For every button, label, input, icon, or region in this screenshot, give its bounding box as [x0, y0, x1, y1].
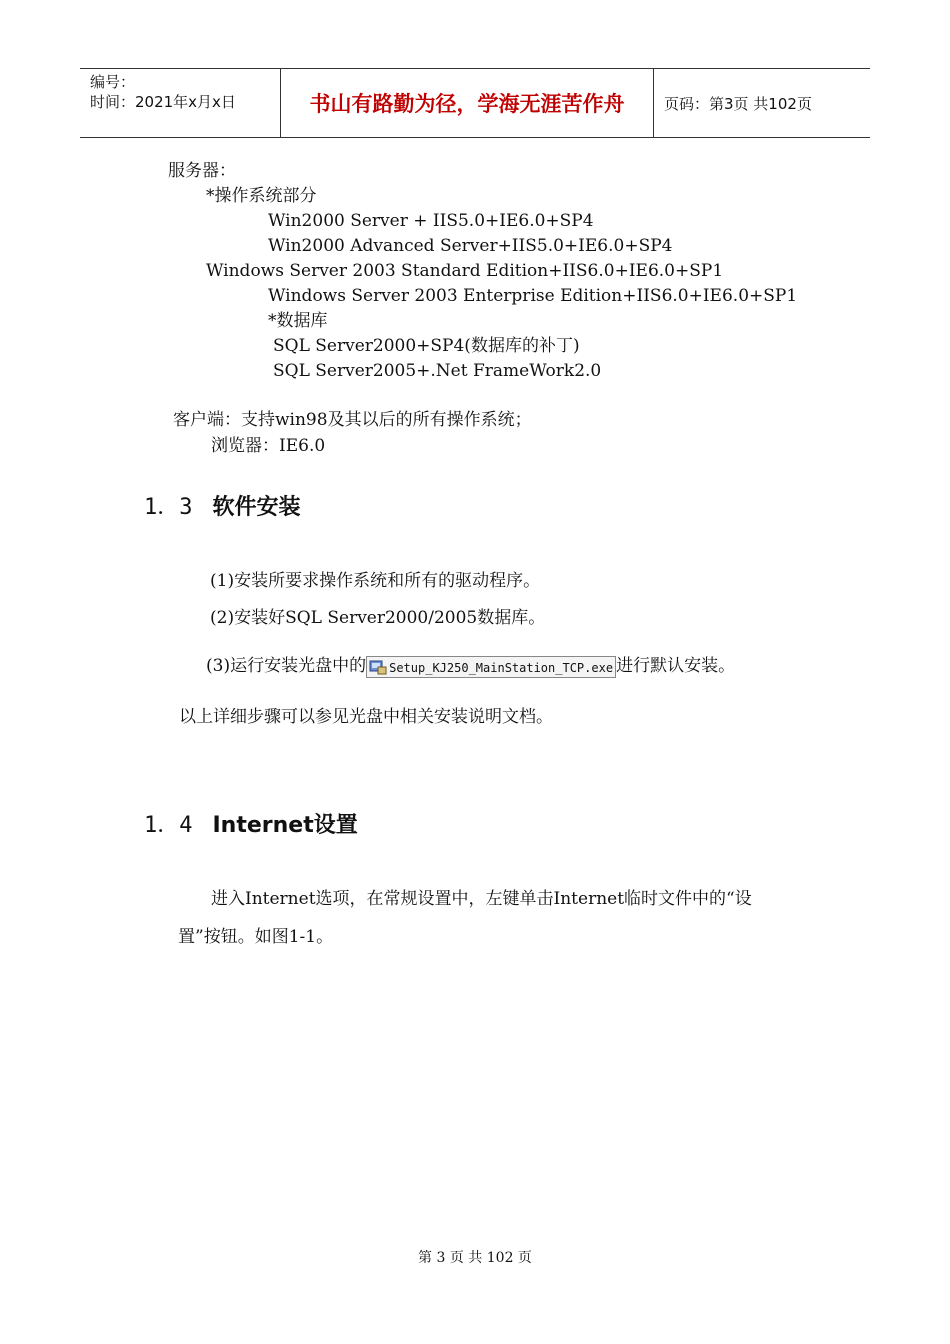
- page-header: [80, 68, 870, 138]
- browser-line: 浏览器：IE6.0: [211, 436, 326, 456]
- header-motto: 书山有路勤为径，学海无涯苦作舟: [309, 92, 625, 116]
- install-step-2: (2)安装好SQL Server2000/2005数据库。: [210, 608, 546, 628]
- db-item: SQL Server2000+SP4(数据库的补丁): [273, 336, 580, 356]
- setup-file-button[interactable]: [366, 656, 616, 678]
- section-number: 1．3: [144, 495, 193, 520]
- client-line: 客户端：支持win98及其以后的所有操作系统；: [173, 410, 532, 430]
- os-item: Win2000 Server + IIS5.0+IE6.0+SP4: [268, 211, 594, 231]
- os-item: Windows Server 2003 Enterprise Edition+IIS6.0+IE6.0+SP1: [268, 286, 798, 306]
- install-step-3-prefix: (3)运行安装光盘中的: [206, 656, 367, 676]
- install-step-1: (1)安装所要求操作系统和所有的驱动程序。: [210, 571, 541, 591]
- setup-file-name: Setup_KJ250_MainStation_TCP.exe: [389, 660, 614, 675]
- install-step-3-suffix: 进行默认安装。: [616, 656, 736, 676]
- os-item: Windows Server 2003 Standard Edition+IIS6.0+IE6.0+SP1: [206, 261, 724, 281]
- setup-exe-icon: [369, 659, 387, 675]
- code-label: 编号：: [90, 73, 136, 91]
- header-page-info: 页码：第3页 共102页: [664, 94, 812, 113]
- db-heading: *数据库: [268, 311, 328, 331]
- db-item: SQL Server2005+.Net FrameWork2.0: [273, 361, 602, 381]
- time-label: 时间：2021年x月x日: [90, 93, 236, 111]
- internet-para-line-1: 进入Internet选项，在常规设置中，左键单击Internet临时文件中的“设: [211, 889, 752, 909]
- install-note: 以上详细步骤可以参见光盘中相关安装说明文档。: [179, 707, 553, 727]
- install-step-3: [206, 655, 735, 678]
- section-heading-1-3: [144, 490, 301, 521]
- server-title: 服务器：: [168, 161, 236, 181]
- section-title: 软件安装: [212, 495, 301, 520]
- header-left-cell: [80, 69, 281, 137]
- page-footer: 第 3 页 共 102 页: [418, 1250, 532, 1266]
- section-number: 1．4: [144, 813, 193, 838]
- section-heading-1-4: [144, 808, 358, 839]
- os-item: Win2000 Advanced Server+IIS5.0+IE6.0+SP4: [268, 236, 673, 256]
- section-title: Internet设置: [212, 813, 358, 838]
- header-motto-cell: [281, 69, 654, 137]
- internet-para-line-2: 置”按钮。如图1-1。: [178, 927, 334, 947]
- header-page-cell: [654, 69, 870, 137]
- os-heading: *操作系统部分: [206, 186, 317, 206]
